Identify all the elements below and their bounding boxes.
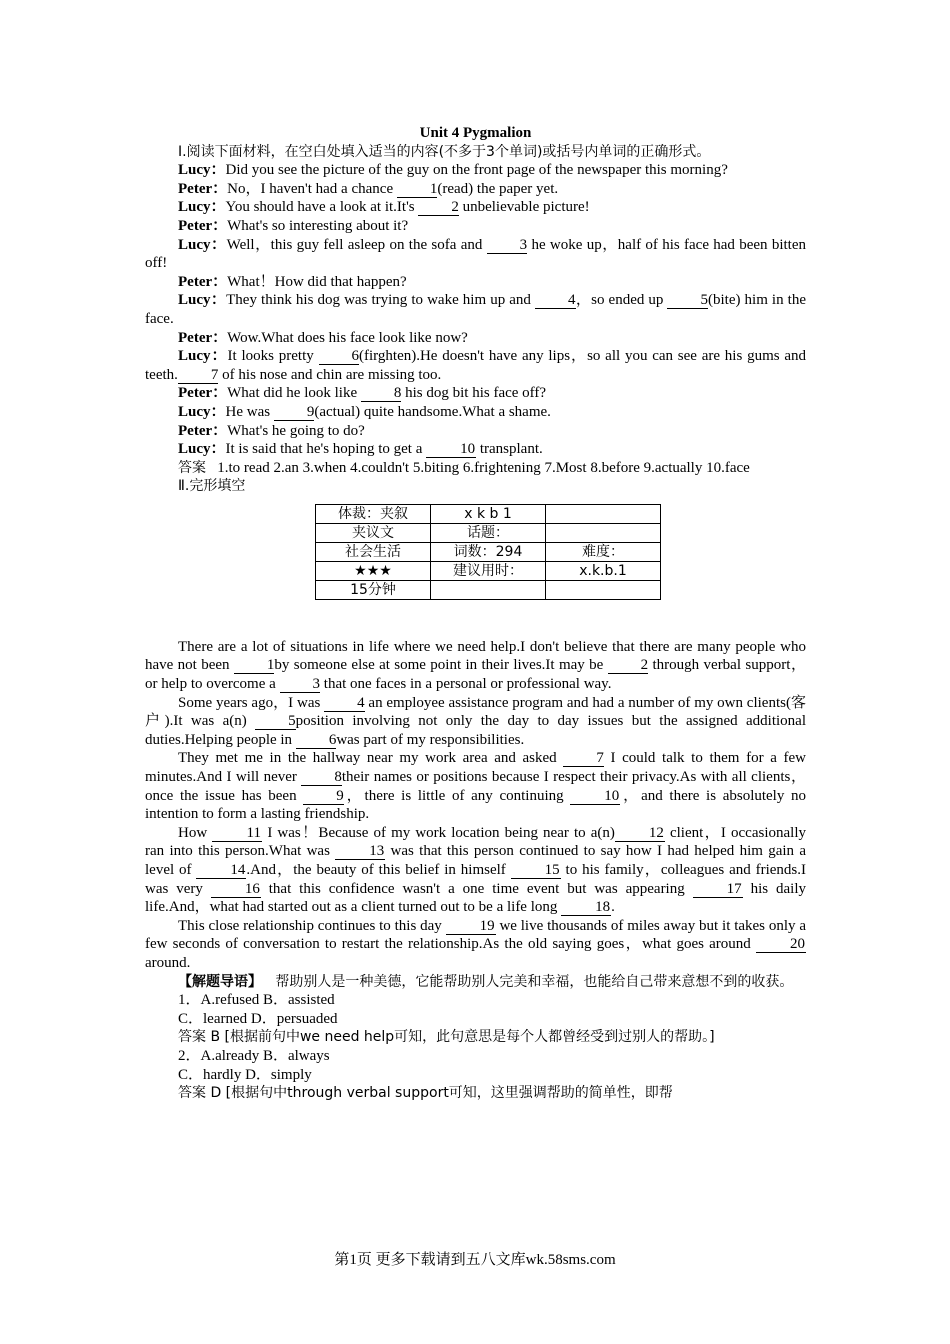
text-segment: client，I occasionally ran into this person.What was	[145, 824, 806, 860]
text-segment: his daily life.And，what had started out as a client turned out to be a life long	[145, 880, 806, 916]
question-answer	[145, 1028, 806, 1047]
answer-text: 1.to read 2.an 3.when 4.couldn't 5.biting 6.frightening 7.Most 8.before 9.actually 10.face	[217, 459, 750, 476]
text-segment: their names or positions because I respect their privacy.As with all clients，once the issue has been	[145, 769, 806, 804]
text-segment: There are a lot of situations in life where we need help.I don't believe that there are many people who have not been	[145, 638, 806, 674]
answer-blank: 2	[608, 658, 649, 674]
section2-heading: Ⅱ.完形填空	[178, 478, 246, 495]
answer-blank: 11	[212, 826, 262, 842]
text-segment: was that this person continued to say how I had helped him gain a level of	[145, 843, 806, 878]
dialogue-line	[145, 198, 806, 217]
text-segment: They met me in the hallway near my work area and asked	[178, 750, 564, 767]
answer-blank: 9	[274, 405, 315, 421]
answer-blank: 10	[570, 789, 620, 805]
answer-label: 答案	[178, 1029, 206, 1046]
question-options: C．learned D．persuaded	[178, 1010, 338, 1027]
text-segment: Well，this guy fell asleep on the sofa and	[226, 236, 487, 253]
speaker-name: Peter：	[178, 273, 228, 290]
text-segment: of his nose and chin are missing too.	[218, 366, 442, 383]
text-segment: ，there is little of any continuing	[343, 787, 571, 804]
text-segment: to his family，colleagues and friends.I was very	[145, 862, 806, 897]
passage-paragraph	[145, 694, 806, 750]
answer-blank: 19	[446, 919, 496, 935]
question-options: 1．A.refused B．assisted	[178, 992, 335, 1009]
dialogue-line	[145, 440, 806, 459]
text-segment: was part of my responsibilities.	[336, 731, 525, 748]
speaker-name: Peter：	[178, 422, 228, 439]
speaker-name: Peter：	[178, 385, 228, 402]
text-segment: that one faces in a personal or professional way.	[320, 676, 612, 693]
answer-blank: 16	[211, 882, 261, 898]
text-segment: What did he look like	[227, 385, 361, 402]
text-segment: Wow.What does his face look like now?	[227, 329, 468, 346]
speaker-name: Lucy：	[178, 199, 226, 216]
text-segment: through verbal support，or help to overcome a	[145, 657, 806, 693]
speaker-name: Lucy：	[178, 162, 226, 179]
answer-blank: 6	[296, 733, 337, 749]
dialogue-line	[145, 329, 806, 348]
answer-blank: 7	[563, 751, 604, 767]
answer-text: D [根据句中through verbal support可知，这里强调帮助的简单性，即帮	[206, 1085, 673, 1102]
dialogue-line	[145, 422, 806, 441]
answer-text: B [根据前句中we need help可知，此句意思是每个人都曾经受到过别人的帮助。]	[206, 1029, 715, 1046]
answer-blank: 5	[255, 714, 296, 730]
text-segment: we live thousands of miles away but it takes only a few seconds of conversation to restart the relationship.As the old saying goes，what goes around	[145, 917, 806, 953]
guide-label: 【解题导语】	[178, 973, 262, 990]
passage-paragraph	[145, 638, 806, 694]
dialogue-line	[145, 291, 806, 328]
table-cell	[546, 580, 661, 599]
answer-blank: 18	[561, 900, 611, 916]
text-segment: (read) the paper yet.	[437, 180, 559, 197]
answer-blank: 8	[301, 770, 342, 786]
text-segment: .And，the beauty of this belief in himself	[246, 862, 511, 878]
table-row	[316, 504, 661, 523]
speaker-name: Peter：	[178, 217, 228, 234]
answer-blank: 9	[303, 789, 344, 805]
answer-blank: 1	[397, 182, 438, 198]
table-cell: 15分钟	[316, 580, 431, 599]
guide-text: 帮助别人是一种美德，它能帮助别人完美和幸福，也能给自己带来意想不到的收获。	[275, 973, 794, 990]
answer-blank: 12	[615, 826, 665, 842]
text-segment: It is said that he's hoping to get a	[225, 441, 427, 458]
table-cell: ★★★	[316, 561, 431, 580]
table-cell	[546, 504, 661, 523]
text-segment: ，so ended up	[575, 292, 668, 309]
answer-blank: 13	[335, 844, 385, 860]
text-segment: unbelievable picture!	[458, 199, 590, 216]
text-segment: position involving not only the day to day issues but the assigned additional duties.Helping people in	[145, 713, 806, 748]
text-segment: (firghten).He doesn't have any lips，so all you can see are his gums and teeth.	[145, 348, 806, 383]
answer-blank: 14	[196, 863, 246, 879]
table-cell: x.k.b.1	[546, 561, 661, 580]
text-segment: (bite) him in the face.	[145, 292, 806, 327]
dialogue-line	[145, 161, 806, 180]
answer-label: 答案	[178, 1085, 206, 1102]
dialogue-line	[145, 273, 806, 292]
text-segment: Some years ago，I was	[178, 694, 325, 711]
passage-paragraph	[145, 917, 806, 973]
dialogue-line	[145, 347, 806, 384]
text-segment: He was	[225, 403, 274, 420]
table-cell: 体裁：夹叙	[316, 504, 431, 523]
answer-blank: 3	[487, 238, 528, 254]
dialogue-line	[145, 180, 806, 199]
text-segment: transplant.	[476, 441, 543, 458]
text-segment: he woke up，half of his face had been bitten off!	[145, 236, 806, 272]
answer-blank: 2	[418, 200, 459, 216]
answer-blank: 4	[535, 293, 576, 309]
answer-blank: 8	[361, 386, 402, 402]
answer-blank: 5	[667, 293, 708, 309]
answer-blank: 4	[324, 696, 365, 712]
text-segment: (actual) quite handsome.What a shame.	[314, 403, 551, 420]
table-row	[316, 523, 661, 542]
question-options: 2．A.already B．always	[178, 1047, 330, 1064]
speaker-name: Peter：	[178, 329, 228, 346]
text-segment: .	[611, 899, 615, 916]
speaker-name: Lucy：	[178, 441, 226, 458]
page-footer: 第1页 更多下载请到五八文库wk.58sms.com	[334, 1252, 616, 1268]
table-cell: 社会生活	[316, 542, 431, 561]
table-cell: 夹议文	[316, 523, 431, 542]
dialogue-line	[145, 236, 806, 273]
text-segment: I was！Because of my work location being near to a(n)	[262, 824, 615, 841]
table-cell	[431, 580, 546, 599]
answer-label: 答案	[178, 459, 206, 476]
text-segment: What！How did that happen?	[227, 273, 407, 290]
answer-blank: 7	[178, 368, 219, 384]
text-segment: How	[178, 824, 213, 841]
question-options: C．hardly D．simply	[178, 1066, 312, 1083]
text-segment: an employee assistance program and had a number of my own clients(客户).It was a(n)	[145, 694, 807, 730]
speaker-name: Peter：	[178, 180, 228, 197]
speaker-name: Lucy：	[178, 403, 226, 420]
table-row	[316, 542, 661, 561]
cloze-passage	[145, 638, 806, 973]
dialogue	[145, 161, 806, 459]
dialogue-line	[145, 217, 806, 236]
table-cell: 难度：	[546, 542, 661, 561]
text-segment: by someone else at some point in their lives.It may be	[274, 657, 608, 674]
text-segment: Did you see the picture of the guy on the front page of the newspaper this morning?	[225, 162, 728, 179]
passage-paragraph	[145, 749, 806, 823]
section1-answers	[145, 459, 806, 478]
answer-blank: 17	[693, 882, 743, 898]
answer-blank: 3	[280, 677, 321, 693]
answer-blank: 6	[319, 349, 360, 365]
text-segment: It looks pretty	[227, 348, 319, 365]
text-segment: No，I haven't had a chance	[227, 180, 397, 197]
questions	[145, 991, 806, 1103]
table-row	[316, 561, 661, 580]
text-segment: This close relationship continues to this day	[178, 917, 446, 934]
speaker-name: Lucy：	[178, 348, 228, 365]
dialogue-line	[145, 403, 806, 422]
table-cell	[546, 523, 661, 542]
text-segment: that this confidence wasn't a one time event but was appearing	[260, 880, 693, 897]
text-segment: What's he going to do?	[227, 422, 365, 439]
table-row	[316, 580, 661, 599]
dialogue-line	[145, 384, 806, 403]
table-cell: 词数：294	[431, 542, 546, 561]
table-cell: x k b 1	[431, 504, 546, 523]
text-segment: What's so interesting about it?	[227, 217, 409, 234]
text-segment: I could talk to them for a few minutes.And I will never	[145, 750, 806, 786]
info-table	[315, 504, 661, 600]
passage-paragraph	[145, 824, 806, 917]
answer-blank: 20	[756, 937, 806, 953]
answer-blank: 1	[234, 658, 275, 674]
speaker-name: Lucy：	[178, 236, 227, 253]
text-segment: around.	[145, 954, 191, 971]
text-segment: his dog bit his face off?	[401, 385, 547, 402]
table-cell: 建议用时：	[431, 561, 546, 580]
answer-blank: 15	[511, 863, 561, 879]
text-segment: They think his dog was trying to wake him up and	[226, 292, 535, 309]
speaker-name: Lucy：	[178, 292, 227, 309]
text-segment: ，and there is absolutely no intention to form a lasting friendship.	[145, 787, 807, 823]
table-cell: 话题：	[431, 523, 546, 542]
document-body	[145, 124, 806, 1103]
section1-instruction: Ⅰ.阅读下面材料，在空白处填入适当的内容(不多于3个单词)或括号内单词的正确形式。	[178, 143, 711, 160]
answer-blank: 10	[426, 442, 476, 458]
page-title: Unit 4 Pygmalion	[419, 125, 532, 141]
question-answer	[145, 1084, 806, 1103]
text-segment: You should have a look at it.It's	[225, 199, 419, 216]
spacer	[145, 600, 806, 638]
guide	[145, 973, 806, 992]
